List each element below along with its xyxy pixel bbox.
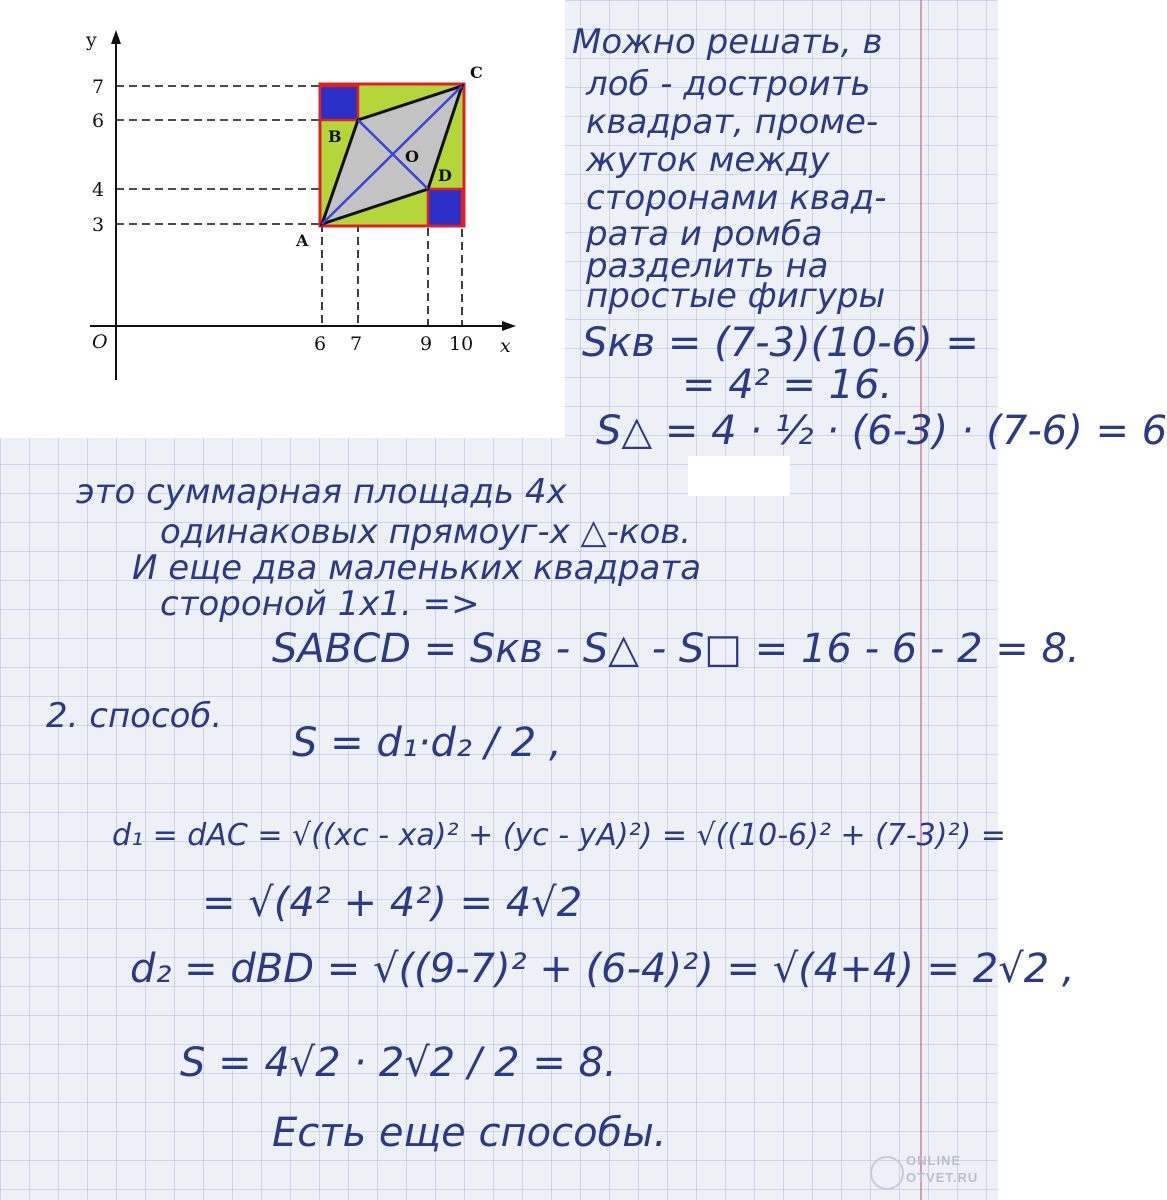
note-formula: SABCD = Sкв - S△ - S□ = 16 - 6 - 2 = 8. [272,626,1080,672]
point-B-label: B [328,127,342,146]
watermark [870,1150,990,1194]
note-line: одинаковых прямоуг-х △-ков. [160,512,692,552]
note-line: сторонами квад- [586,178,887,218]
point-D-label: D [438,166,452,185]
corner-square-top-left [320,86,358,120]
note-line: И еще два маленьких квадрата [132,548,702,588]
y-tick-label: 4 [92,179,105,201]
x-tick-label: 6 [314,333,327,355]
coordinate-graph [0,0,565,438]
note-line: Есть еще способы. [272,1110,667,1156]
note-line: 2. способ. [46,696,223,736]
redacted-patch [688,456,790,496]
bulb-icon [870,1156,904,1190]
note-line: стороной 1х1. => [160,584,480,624]
y-tick-label: 6 [92,110,105,132]
margin-line [920,0,922,1200]
note-line: жуток между [586,140,830,180]
corner-square-bottom-right [428,189,462,226]
note-formula: S = d₁·d₂ / 2 , [292,720,562,766]
y-tick-label: 3 [92,214,105,236]
note-line: разделить на [586,246,829,286]
watermark-line: OTVET.RU [906,1170,979,1185]
note-formula: Sкв = (7-3)(10-6) = [582,320,979,366]
y-tick-label: 7 [92,76,105,98]
note-line: простые фигуры [586,276,886,316]
point-C-label: C [470,63,483,82]
note-formula: d₁ = dAC = √((xc - xa)² + (yc - yA)²) = √((10-6)² + (7-3)²) = [112,818,1006,853]
y-axis-label: y [86,29,97,51]
watermark-text [906,1152,978,1186]
x-axis-label: x [500,335,511,357]
note-line: рата и ромба [586,214,823,254]
note-line: это суммарная площадь 4х [76,472,567,512]
note-formula: = √(4² + 4²) = 4√2 [202,880,583,926]
y-axis-arrow [111,30,121,44]
note-formula: = 4² = 16. [682,362,893,408]
watermark-line: ONLINE [906,1153,962,1168]
coordinate-figure [0,0,565,438]
x-tick-label: 7 [350,333,363,355]
point-A-label: A [296,231,309,250]
note-line: лоб - достроить [586,64,871,104]
x-axis-arrow [502,321,516,331]
note-formula: S△ = 4 · ½ · (6-3) · (7-6) = 6 [596,408,1167,454]
origin-label: O [92,331,108,353]
x-tick-label: 10 [449,333,474,355]
point-O-label: O [405,147,419,166]
note-formula: d₂ = dBD = √((9-7)² + (6-4)²) = √(4+4) = 2√2 , [130,946,1075,992]
note-formula: S = 4√2 · 2√2 / 2 = 8. [180,1040,617,1086]
x-tick-label: 9 [420,333,433,355]
note-line: Можно решать, в [572,22,883,62]
note-line: квадрат, проме- [586,102,879,142]
